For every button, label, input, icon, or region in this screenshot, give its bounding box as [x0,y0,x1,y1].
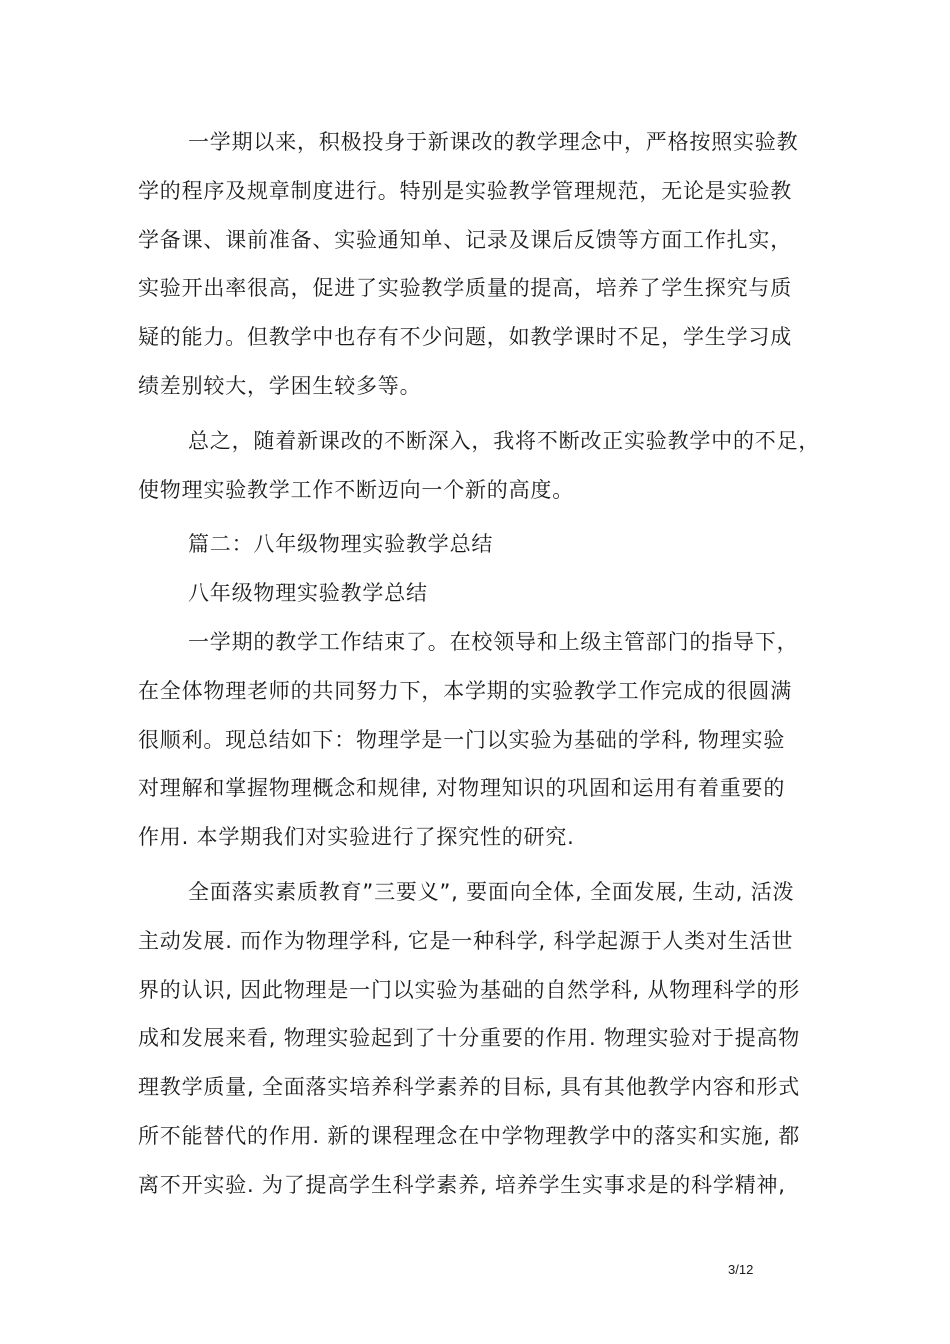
paragraph-3 [138,618,828,862]
paragraph-2 [138,417,828,515]
text-line: 学的程序及规章制度进行。特别是实验教学管理规范，无论是实验教 [138,178,792,203]
text-line: 很顺利。现总结如下：物理学是一门以实验为基础的学科, 物理实验 [138,727,786,752]
text-line: 实验开出率很高，促进了实验教学质量的提高，培养了学生探究与质 [138,276,792,301]
text-line: 离不开实验. 为了提高学生科学素养, 培养学生实事求是的科学精神, [138,1172,786,1197]
text-line: 疑的能力。但教学中也存有不少问题，如教学课时不足，学生学习成 [138,325,792,350]
page-number: 3/12 [728,1262,754,1277]
text-line: 一学期以来，积极投身于新课改的教学理念中，严格按照实验教 [188,130,799,154]
text-line: 作用. 本学期我们对实验进行了探究性的研究. [138,825,575,850]
text-line: 主动发展. 而作为物理学科, 它是一种科学, 科学起源于人类对生活世 [138,928,794,953]
text-line: 全面落实素质教育”三要义”, 要面向全体, 全面发展, 生动, 活泼 [188,879,795,904]
text-line: 理教学质量, 全面落实培养科学素养的目标, 具有其他教学内容和形式 [138,1075,801,1100]
section-title [138,569,828,618]
text-line: 成和发展来看, 物理实验起到了十分重要的作用. 物理实验对于提高物 [138,1026,801,1051]
text-line: 在全体物理老师的共同努力下，本学期的实验教学工作完成的很圆满 [138,678,792,703]
text-line: 界的认识, 因此物理是一门以实验为基础的自然学科, 从物理科学的形 [138,977,801,1002]
text-line: 所不能替代的作用. 新的课程理念在中学物理教学中的落实和实施, 都 [138,1123,801,1148]
text-line: 一学期的教学工作结束了。在校领导和上级主管部门的指导下， [188,629,799,654]
title-line: 八年级物理实验教学总结 [188,581,428,606]
document-body [138,118,828,1210]
paragraph-1 [138,118,828,411]
section-heading [138,520,828,569]
text-line: 学备课、课前准备、实验通知单、记录及课后反馈等方面工作扎实， [138,227,792,252]
text-line: 对理解和掌握物理概念和规律, 对物理知识的巩固和运用有着重要的 [138,776,786,801]
text-line: 使物理实验教学工作不断迈向一个新的高度。 [138,477,574,502]
heading-line: 篇二：八年级物理实验教学总结 [188,532,494,557]
text-line: 总之，随着新课改的不断深入，我将不断改正实验教学中的不足， [188,428,821,453]
paragraph-4 [138,868,828,1210]
text-line: 绩差别较大，学困生较多等。 [138,373,422,398]
